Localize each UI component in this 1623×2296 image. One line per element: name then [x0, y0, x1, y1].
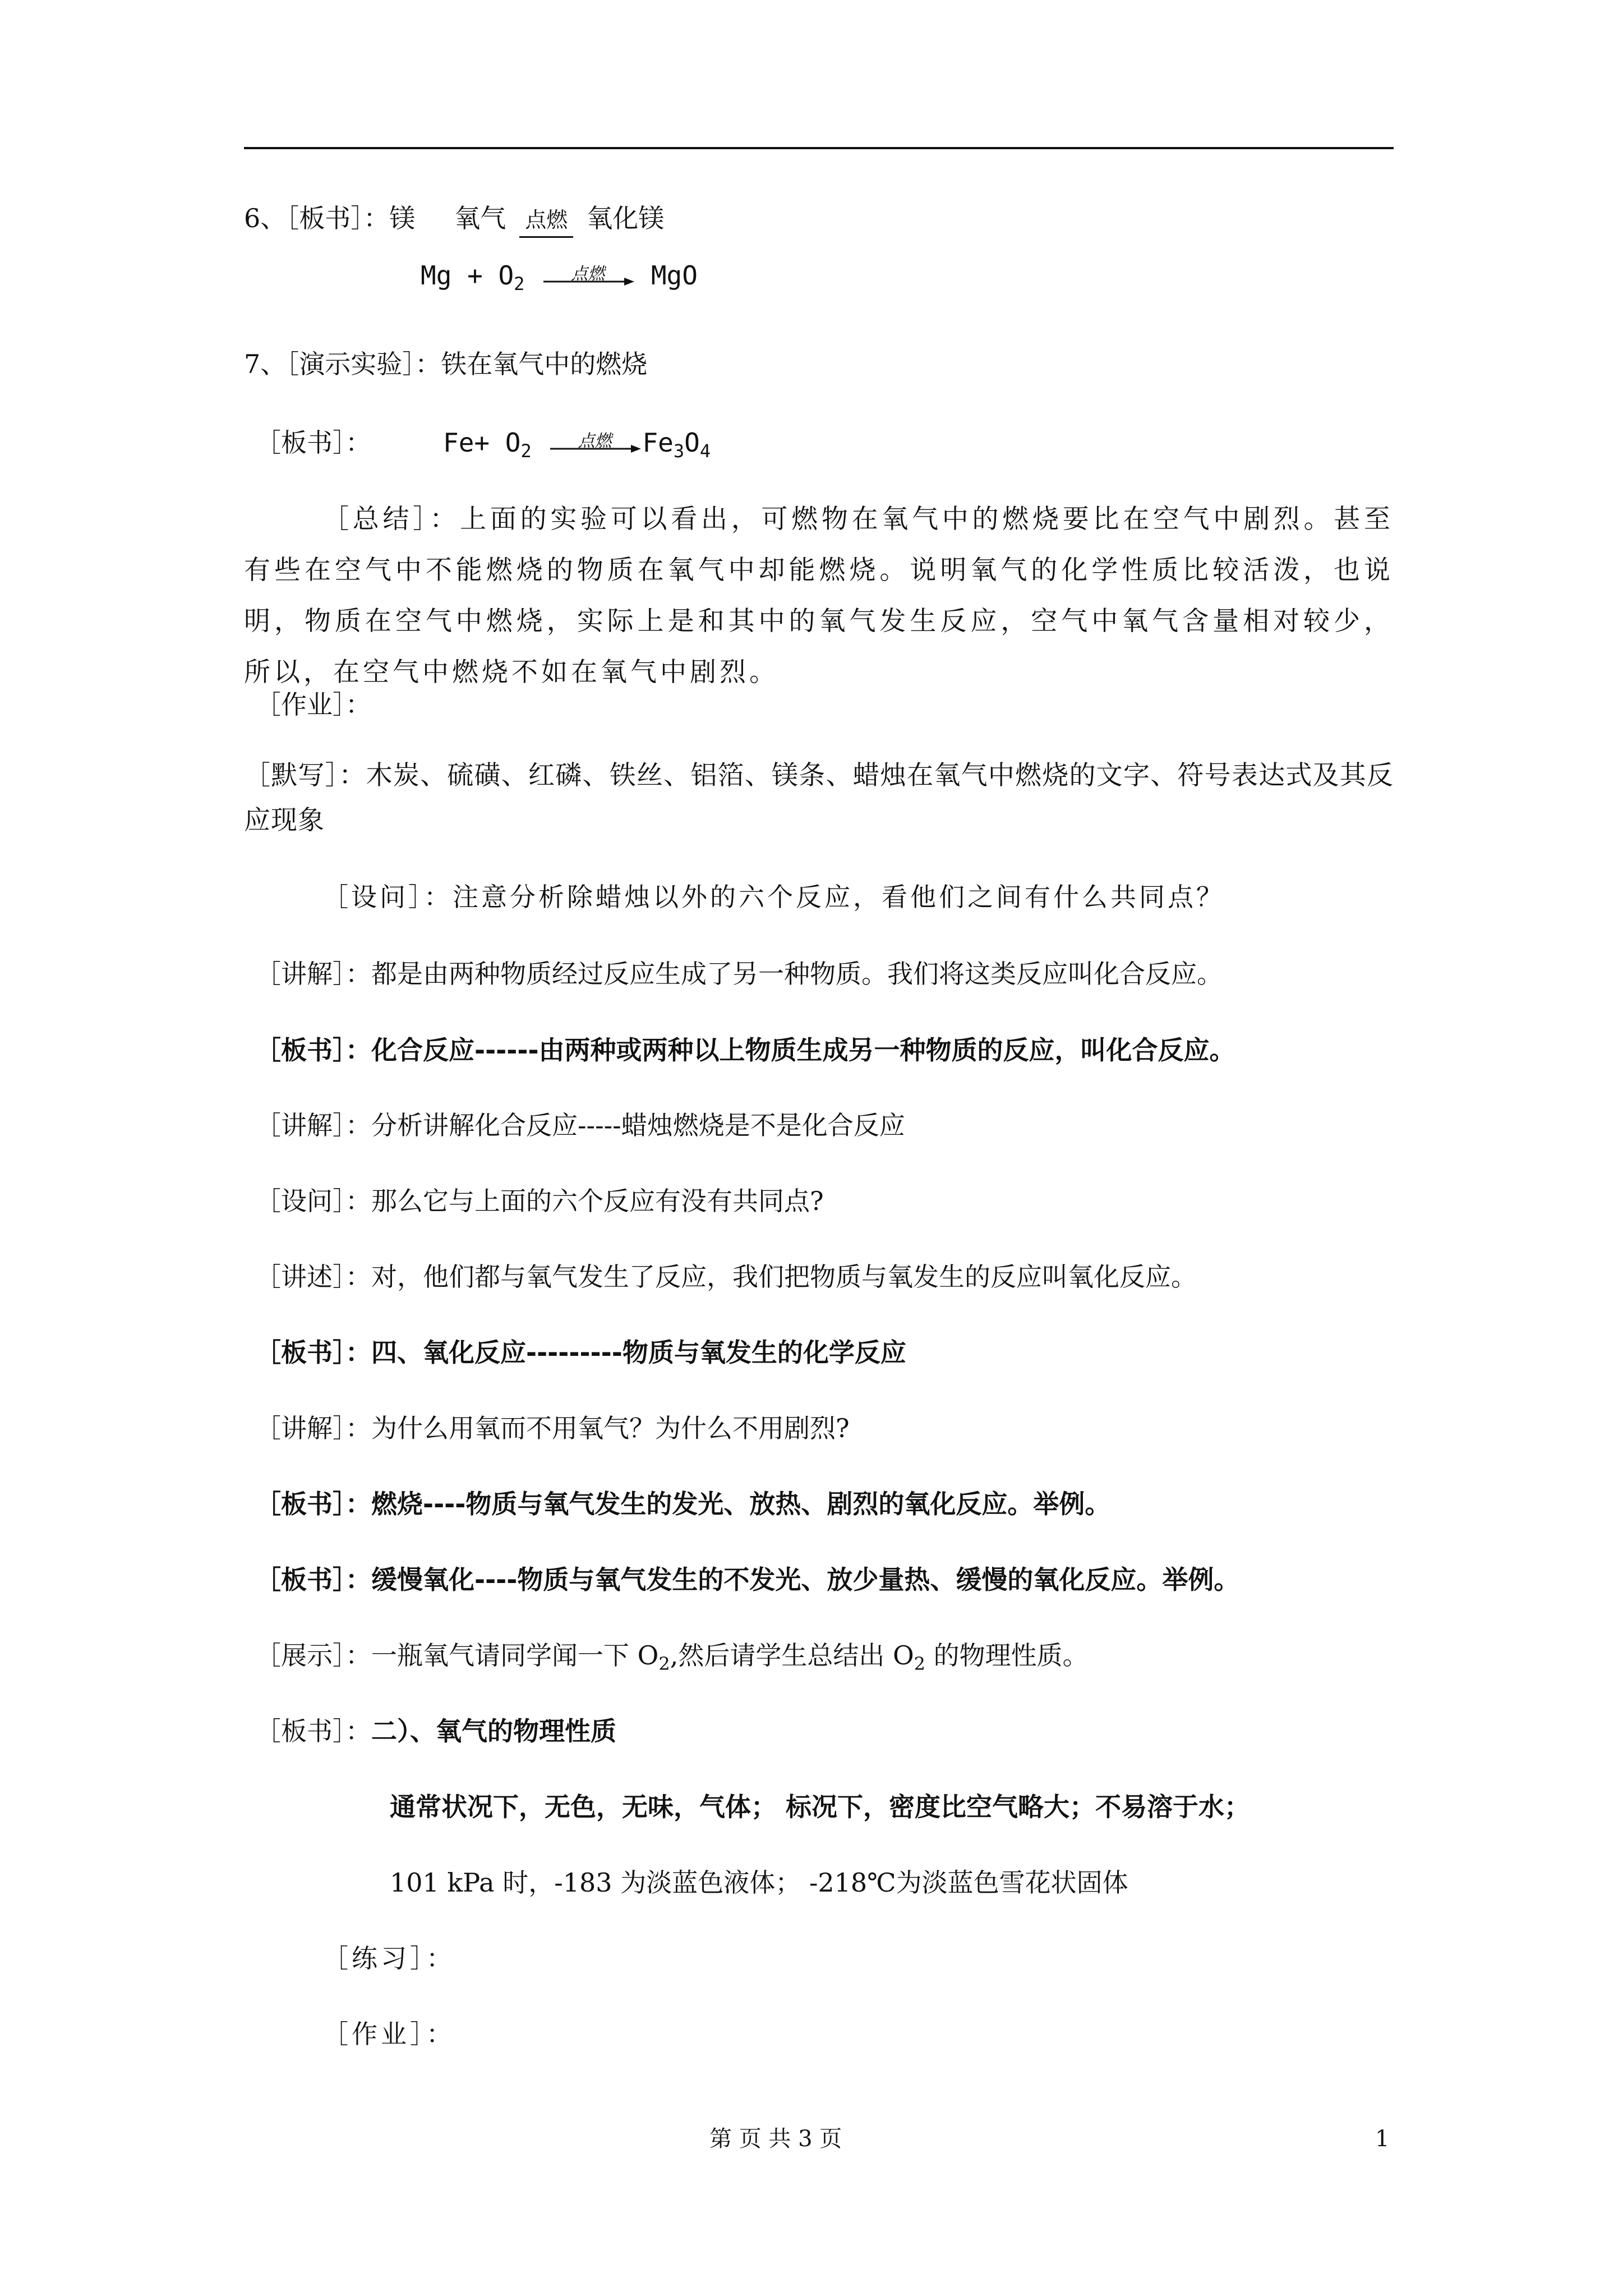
question-common-points: ［设问］：注意分析除蜡烛以外的六个反应，看他们之间有什么共同点？	[322, 882, 1225, 912]
board-tag: ［板书］：	[286, 203, 390, 233]
board-slow-oxidation: ［板书］：缓慢氧化----物质与氧气发生的不发光、放少量热、缓慢的氧化反应。举例。	[255, 1565, 1240, 1595]
dictation-paragraph: ［默写］：木炭、硫磺、红磷、铁丝、铝箔、镁条、蜡烛在氧气中燃烧的文字、符号表达式及其反应现象	[244, 760, 1394, 836]
board-tag: ［板书］：	[255, 1716, 371, 1746]
board-combustion: ［板书］：燃烧----物质与氧气发生的发光、放热、剧烈的氧化反应。举例。	[255, 1489, 1111, 1519]
equation-reactants: Mg + O	[421, 260, 514, 291]
board-note-iron	[255, 426, 371, 459]
show-oxygen-bottle: ［展示］：一瓶氧气请同学闻一下 $O_2$,然后请学生总结出 $O_2$ 的物理性质。	[255, 1640, 1089, 1674]
homework-heading: ［作业］：	[255, 689, 371, 720]
explain-candle: ［讲解］：分析讲解化合反应-----蜡烛燃烧是不是化合反应	[255, 1110, 905, 1140]
board-oxidation-reaction: ［板书］：四、氧化反应---------物质与氧发生的化学反应	[255, 1337, 906, 1368]
reactant-magnesium: 镁	[389, 203, 416, 233]
board-combination-reaction: ［板书］：化合反应------由两种或两种以上物质生成另一种物质的反应，叫化合反应。	[255, 1035, 1235, 1065]
footer-page-number: 1	[1375, 2126, 1390, 2152]
properties-low-temperature: 101 kPa 时，-183 为淡蓝色液体； -218℃为淡蓝色雪花状固体	[390, 1867, 1128, 1898]
header-rule	[244, 147, 1394, 149]
reaction-arrow-icon: 点燃	[540, 261, 635, 294]
equation-magnesium: $Mg + O_2$ 点燃 MgO	[421, 260, 698, 295]
explain-combination: ［讲解］：都是由两种物质经过反应生成了另一种物质。我们将这类反应叫化合反应。	[255, 959, 1223, 989]
equation-iron: $Fe+ O_2$ 点燃 $Fe_3O_4$	[443, 427, 711, 462]
board-note-magnesium	[244, 202, 664, 238]
summary-paragraph: ［总结］：上面的实验可以看出，可燃物在氧气中的燃烧要比在空气中剧烈。甚至有些在空气中不能燃烧的物质在氧气中却能燃烧。说明氧气的化学性质比较活泼，也说明，物质在空气中燃烧，实际上是和其中的氧气发生反应，空气中氧气含量相对较少，所以，在空气中燃烧不如在氧气中剧烈。	[244, 504, 1394, 688]
board-physical-properties	[255, 1715, 616, 1747]
equation-reactants: Fe+ O	[443, 427, 521, 458]
properties-normal-conditions: 通常状况下，无色，无味，气体； 标况下，密度比空气略大；不易溶于水；	[390, 1792, 1251, 1822]
equation-product: MgO	[651, 260, 698, 291]
condition-ignite: 点燃	[519, 204, 573, 238]
board-tag: ［板书］：	[255, 427, 371, 458]
narrate-oxidation: ［讲述］：对，他们都与氧气发生了反应，我们把物质与氧发生的反应叫氧化反应。	[255, 1262, 1197, 1292]
footer-page-count: 第 页 共 3 页	[709, 2126, 842, 2152]
section-title: 二）、氧气的物理性质	[371, 1716, 616, 1746]
demo-experiment-iron: 7、［演示实验］：铁在氧气中的燃烧	[244, 349, 648, 379]
question-similarity: ［设问］：那么它与上面的六个反应有没有共同点?	[255, 1186, 824, 1216]
product-magnesium-oxide: 氧化镁	[587, 203, 665, 233]
reactant-oxygen: 氧气	[454, 203, 506, 233]
reaction-arrow-icon: 点燃	[547, 429, 642, 461]
practice-heading: ［练习］：	[322, 1943, 455, 1973]
homework-heading-2: ［作业］：	[322, 2019, 455, 2049]
explain-why-oxygen: ［讲解］：为什么用氧而不用氧气？为什么不用剧烈?	[255, 1413, 850, 1443]
item-number: 6、	[244, 203, 287, 233]
